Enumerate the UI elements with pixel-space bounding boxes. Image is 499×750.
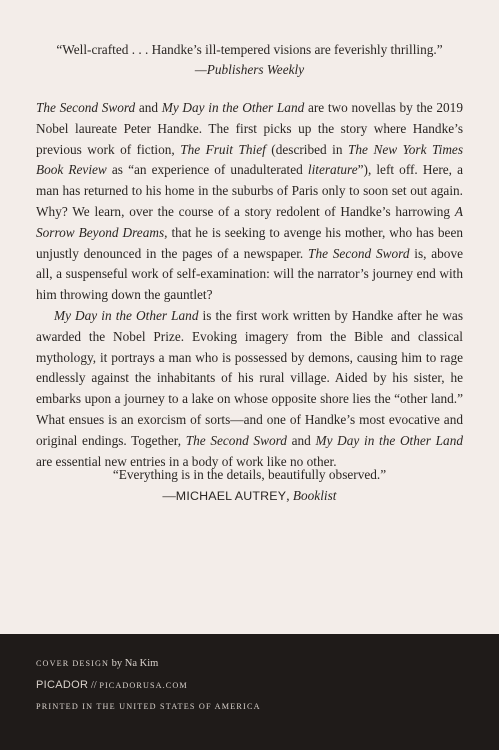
top-review-source: —Publishers Weekly [194,62,305,77]
printed-in-line: PRINTED IN THE UNITED STATES OF AMERICA [36,702,261,711]
title-fruit-thief: The Fruit Thief [180,141,266,157]
footer-band [0,634,499,750]
reviewer-name: MICHAEL AUTREY [175,488,287,503]
bottom-review-quote: “Everything is in the details, beautifully observed.” [112,467,387,482]
book-description [36,98,463,472]
bottom-review-blurb [36,465,463,506]
description-paragraph-2: My Day in the Other Land is the first work written by Handke after he was awarded the Nobel Prize. Evoking imagery from the Bible and classical mythology, it portrays a man who is possessed by demons, causing him to rage endlessly against the inhabitants of his rural village. Aided by his sister, he embarks upon a journey to a lake on whose opposite shore lies the “other land.” What ensues is an exorcism of sorts—and one of Handke’s most evocative and original endings. Together, The Second Sword and My Day in the Other Land are essential new entries in a body of work like no other. [36,307,463,469]
top-review-quote: “Well-crafted . . . Handke’s ill-tempered visions are feverishly thrilling.” [56,42,443,57]
publisher-name: PICADOR [36,679,89,691]
top-review-blurb [36,40,463,80]
title-second-sword: The Second Sword [36,100,136,115]
title-nyt-book-review: The New York Times Book Review [36,141,464,178]
publisher-website: PICADORUSA.COM [99,681,188,690]
title-sorrow-beyond-dreams: A Sorrow Beyond Dreams [36,203,463,240]
title-my-day: My Day in the Other Land [161,100,305,115]
description-paragraph-1: The Second Sword and My Day in the Other Land are two novellas by the 2019 Nobel laureate Peter Handke. The first picks up the story where Handke’s previous work of fiction, The Fruit Thief (described in The New York Times Book Review as “an experience of unadulterated literature”), left off. Here, a man has returned to his home in the suburbs of Paris only to soon set out again. Why? We learn, over the course of a story redolent of Handke’s harrowing A Sorrow Beyond Dreams, that he is seeking to avenge his mother, who has been unjustly denounced in the pages of a newspaper. The Second Sword is, above all, a suspenseful work of self-examination: will the narrator’s journey end with him throwing down the gauntlet? [36,100,464,303]
publisher-line: PICADOR // PICADORUSA.COM [36,679,188,691]
bottom-review-source: Booklist [292,487,337,503]
cover-design-credit: COVER DESIGN by Na Kim [36,658,159,669]
bottom-review-attribution: —MICHAEL AUTREY, Booklist [162,487,337,503]
